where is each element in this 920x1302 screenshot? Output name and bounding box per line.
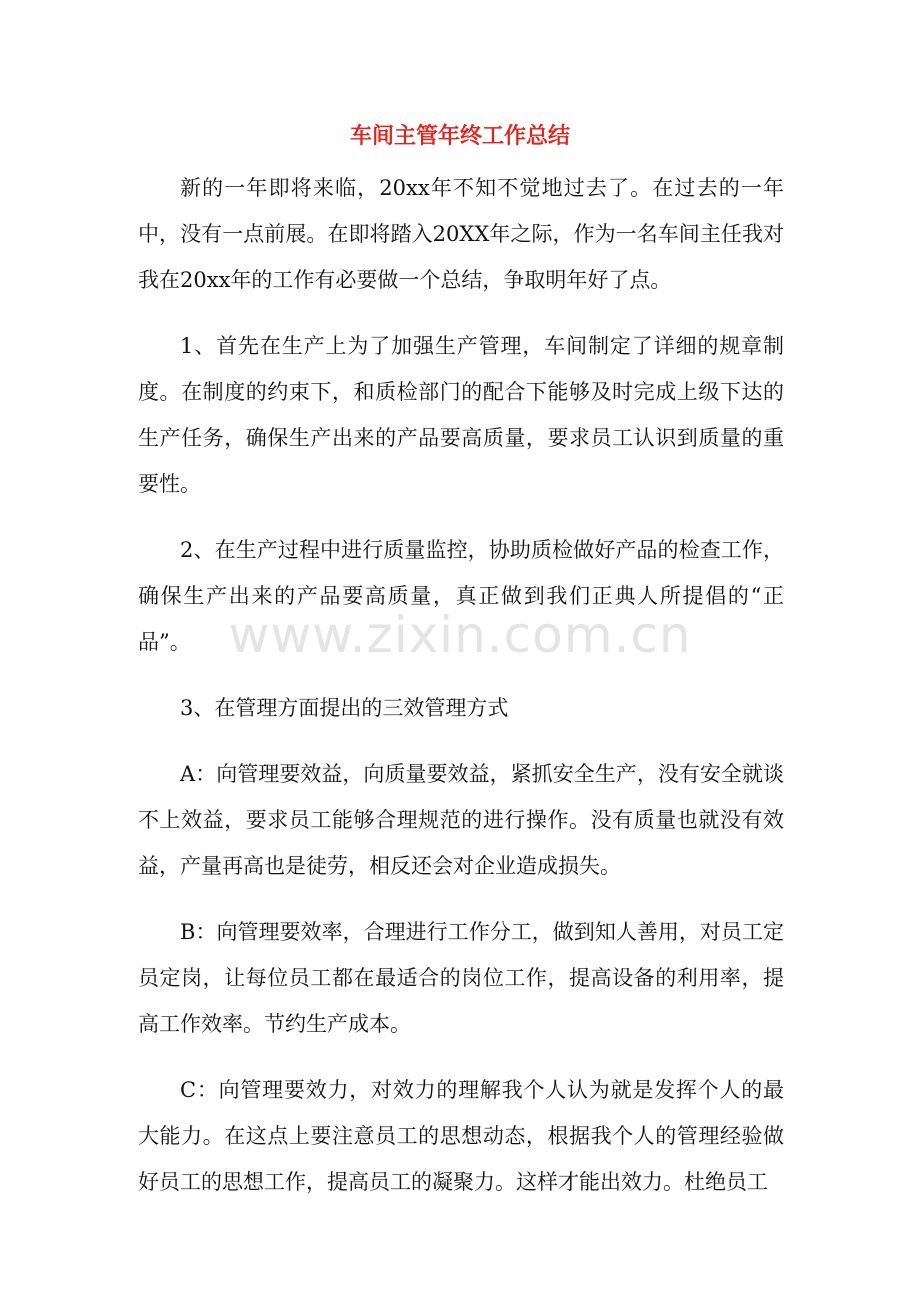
paragraph-item-2: 2、在生产过程中进行质量监控，协助质检做好产品的检查工作，确保生产出来的产品要高质量，真正做到我们正典人所提倡的“正品”。 — [138, 538, 784, 654]
paragraph-item-3: 3、在管理方面提出的三效管理方式 — [180, 696, 509, 720]
paragraph-item-a: A：向管理要效益，向质量要效益，紧抓安全生产，没有安全就谈不上效益，要求员工能够合理规范的进行操作。没有质量也就没有效益，产量再高也是徒劳，相反还会对企业造成损失。 — [138, 762, 784, 878]
paragraph-item-1: 1、首先在生产上为了加强生产管理，车间制定了详细的规章制度。在制度的约束下，和质检部门的配合下能够及时完成上级下达的生产任务，确保生产出来的产品要高质量，要求员工认识到质量的重要性。 — [138, 334, 784, 496]
intro-paragraph: 新的一年即将来临，20xx年不知不觉地过去了。在过去的一年中，没有一点前展。在即将踏入20XX年之际，作为一名车间主任我对我在20xx年的工作有必要做一个总结，争取明年好了点。 — [138, 176, 784, 292]
paragraph-item-b: B：向管理要效率，合理进行工作分工，做到知人善用，对员工定员定岗，让每位员工都在最适合的岗位工作，提高设备的利用率，提高工作效率。节约生产成本。 — [138, 920, 784, 1036]
document-body — [138, 165, 784, 1225]
document-title: 车间主管年终工作总结 — [349, 123, 570, 149]
paragraph-item-c: C：向管理要效力，对效力的理解我个人认为就是发挥个人的最大能力。在这点上要注意员工的思想动态，根据我个人的管理经验做好员工的思想工作，提高员工的凝聚力。这样才能出效力。杜绝员工 — [138, 1078, 784, 1194]
watermark-text: www.zixin.com.cn — [228, 606, 692, 664]
